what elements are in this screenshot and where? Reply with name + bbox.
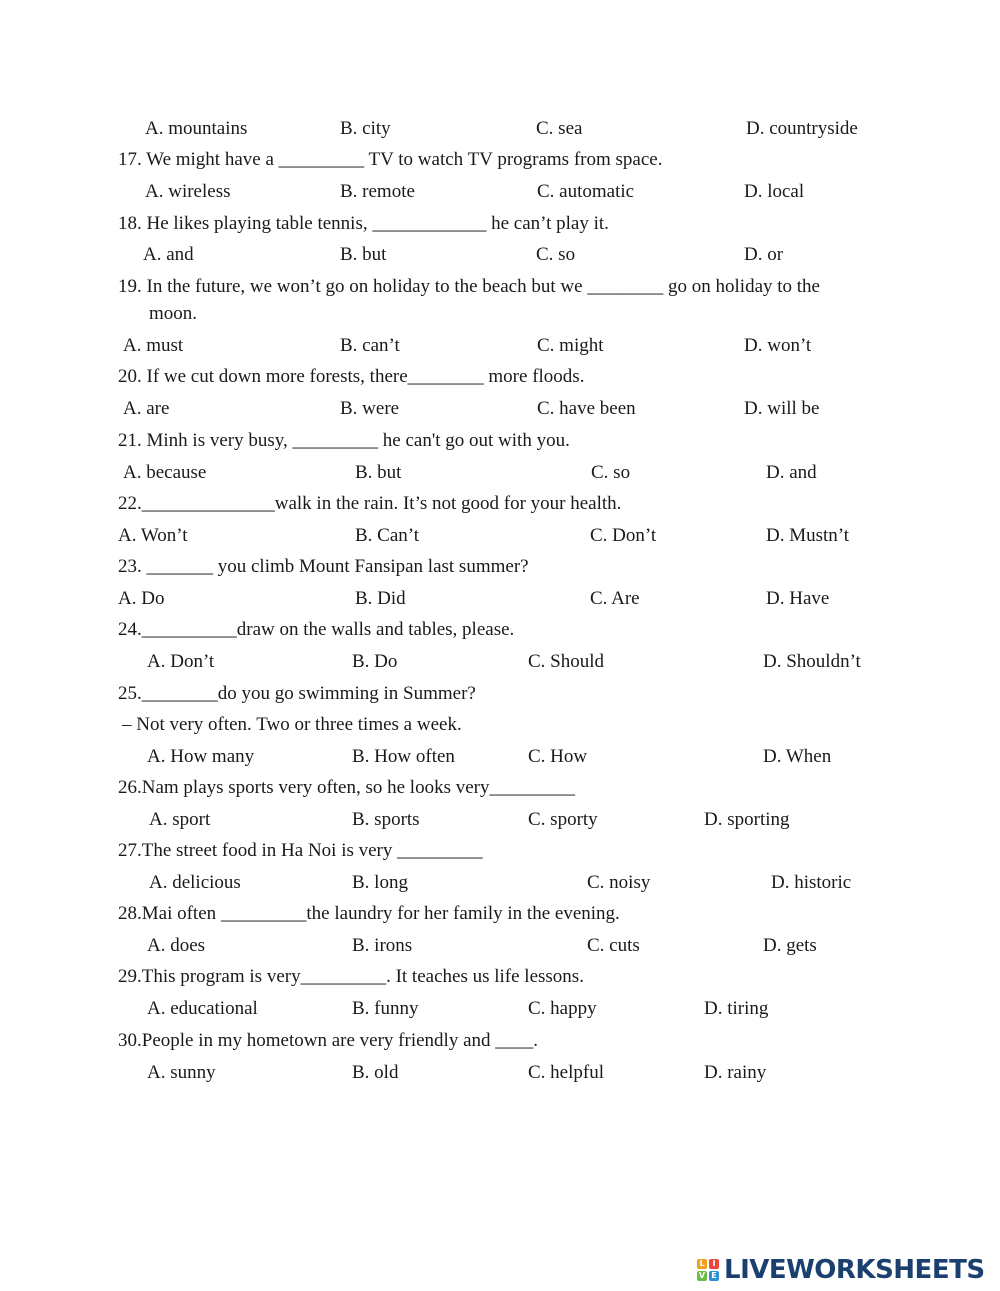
q29-option-c[interactable]: C. happy xyxy=(528,998,597,1019)
q27-option-b[interactable]: B. long xyxy=(352,872,408,893)
q23-option-c[interactable]: C. Are xyxy=(590,588,640,609)
q25-stem: 25.________do you go swimming in Summer? xyxy=(118,683,476,704)
logo-cube: E xyxy=(709,1271,719,1281)
q23-option-d[interactable]: D. Have xyxy=(766,588,830,609)
q18-stem: 18. He likes playing table tennis, ____________ he can’t play it. xyxy=(118,213,609,234)
q26-option-a[interactable]: A. sport xyxy=(149,809,211,830)
q28-option-b[interactable]: B. irons xyxy=(352,935,413,956)
q19-option-b[interactable]: B. can’t xyxy=(340,335,400,356)
q21-stem: 21. Minh is very busy, _________ he can't go out with you. xyxy=(118,430,570,451)
q26-stem: 26.Nam plays sports very often, so he looks very_________ xyxy=(118,777,575,798)
q30-stem: 30.People in my hometown are very friendly and ____. xyxy=(118,1030,539,1051)
q29-stem: 29.This program is very_________. It teaches us life lessons. xyxy=(118,966,584,987)
q27-option-a[interactable]: A. delicious xyxy=(149,872,241,893)
q30-option-d[interactable]: D. rainy xyxy=(704,1062,767,1083)
q23-option-b[interactable]: B. Did xyxy=(355,588,406,609)
q25-reply: – Not very often. Two or three times a week. xyxy=(122,714,462,735)
q27-option-c[interactable]: C. noisy xyxy=(587,872,651,893)
q18-option-b[interactable]: B. but xyxy=(340,244,387,265)
q20-option-a[interactable]: A. are xyxy=(123,398,170,419)
q16-option-c[interactable]: C. sea xyxy=(536,118,583,139)
logo-text: LIVEWORKSHEETS xyxy=(724,1255,985,1285)
q29-option-d[interactable]: D. tiring xyxy=(704,998,769,1019)
logo-cube: I xyxy=(709,1259,719,1269)
q22-option-a[interactable]: A. Won’t xyxy=(118,525,188,546)
q21-option-b[interactable]: B. but xyxy=(355,462,402,483)
q28-option-c[interactable]: C. cuts xyxy=(587,935,640,956)
q30-option-c[interactable]: C. helpful xyxy=(528,1062,604,1083)
q22-option-d[interactable]: D. Mustn’t xyxy=(766,525,850,546)
q23-stem: 23. _______ you climb Mount Fansipan last summer? xyxy=(118,556,529,577)
q18-option-a[interactable]: A. and xyxy=(143,244,194,265)
q25-option-d[interactable]: D. When xyxy=(763,746,832,767)
q28-option-a[interactable]: A. does xyxy=(147,935,206,956)
q20-stem: 20. If we cut down more forests, there________ more floods. xyxy=(118,366,585,387)
q30-option-a[interactable]: A. sunny xyxy=(147,1062,216,1083)
q22-stem: 22.______________walk in the rain. It’s not good for your health. xyxy=(118,493,622,514)
q17-option-d[interactable]: D. local xyxy=(744,181,805,202)
q17-option-a[interactable]: A. wireless xyxy=(145,181,231,202)
q18-option-d[interactable]: D. or xyxy=(744,244,784,265)
q18-option-c[interactable]: C. so xyxy=(536,244,576,265)
q23-option-a[interactable]: A. Do xyxy=(118,588,165,609)
q21-option-d[interactable]: D. and xyxy=(766,462,817,483)
q26-option-d[interactable]: D. sporting xyxy=(704,809,790,830)
logo-cubes-icon xyxy=(697,1259,719,1281)
q16-option-d[interactable]: D. countryside xyxy=(746,118,858,139)
q24-option-b[interactable]: B. Do xyxy=(352,651,398,672)
q17-option-c[interactable]: C. automatic xyxy=(537,181,635,202)
liveworksheets-logo[interactable] xyxy=(697,1255,985,1285)
q26-option-c[interactable]: C. sporty xyxy=(528,809,598,830)
q28-option-d[interactable]: D. gets xyxy=(763,935,817,956)
q22-option-b[interactable]: B. Can’t xyxy=(355,525,420,546)
q24-stem: 24.__________draw on the walls and tables, please. xyxy=(118,619,515,640)
q21-option-c[interactable]: C. so xyxy=(591,462,631,483)
q16-option-b[interactable]: B. city xyxy=(340,118,391,139)
q17-option-b[interactable]: B. remote xyxy=(340,181,415,202)
q29-option-a[interactable]: A. educational xyxy=(147,998,258,1019)
q30-option-b[interactable]: B. old xyxy=(352,1062,399,1083)
q20-option-c[interactable]: C. have been xyxy=(537,398,636,419)
q25-option-c[interactable]: C. How xyxy=(528,746,588,767)
q19-option-d[interactable]: D. won’t xyxy=(744,335,812,356)
q16-option-a[interactable]: A. mountains xyxy=(145,118,248,139)
q26-option-b[interactable]: B. sports xyxy=(352,809,420,830)
q22-option-c[interactable]: C. Don’t xyxy=(590,525,657,546)
q19-stem-line1: 19. In the future, we won’t go on holiday to the beach but we ________ go on holiday to the xyxy=(118,276,820,297)
q24-option-d[interactable]: D. Shouldn’t xyxy=(763,651,861,672)
q20-option-d[interactable]: D. will be xyxy=(744,398,820,419)
q21-option-a[interactable]: A. because xyxy=(123,462,207,483)
q24-option-c[interactable]: C. Should xyxy=(528,651,605,672)
q29-option-b[interactable]: B. funny xyxy=(352,998,419,1019)
q19-option-c[interactable]: C. might xyxy=(537,335,604,356)
q25-option-a[interactable]: A. How many xyxy=(147,746,255,767)
logo-cube: L xyxy=(697,1259,707,1269)
q20-option-b[interactable]: B. were xyxy=(340,398,400,419)
q28-stem: 28.Mai often _________the laundry for her family in the evening. xyxy=(118,903,620,924)
q17-stem: 17. We might have a _________ TV to watch TV programs from space. xyxy=(118,149,663,170)
logo-cube: V xyxy=(698,1271,706,1280)
q25-option-b[interactable]: B. How often xyxy=(352,746,455,767)
q27-stem: 27.The street food in Ha Noi is very _________ xyxy=(118,840,483,861)
q24-option-a[interactable]: A. Don’t xyxy=(147,651,215,672)
q19-option-a[interactable]: A. must xyxy=(123,335,184,356)
q27-option-d[interactable]: D. historic xyxy=(771,872,852,893)
q19-stem-line2: moon. xyxy=(149,303,198,324)
